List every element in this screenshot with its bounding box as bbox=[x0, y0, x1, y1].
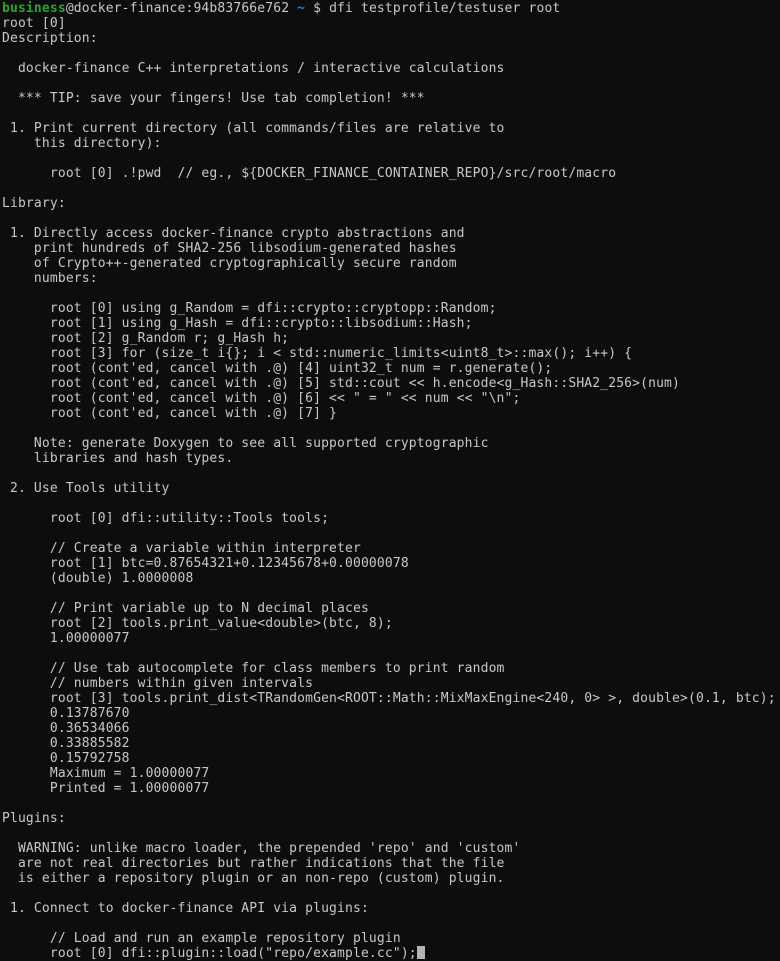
terminal-line bbox=[2, 586, 780, 601]
prompt-path: ~ bbox=[297, 1, 306, 16]
terminal-line: docker-finance C++ interpretations / interactive calculations bbox=[2, 61, 505, 76]
terminal-output bbox=[2, 16, 780, 961]
terminal-line: of Crypto++-generated cryptographically secure random bbox=[2, 256, 457, 271]
terminal-line: root (cont'ed, cancel with .@) [6] << " = " << num << "\n"; bbox=[2, 391, 521, 406]
terminal-line: root [0] dfi::utility::Tools tools; bbox=[2, 511, 330, 526]
terminal-line bbox=[2, 796, 780, 811]
terminal-line bbox=[2, 526, 780, 541]
terminal-line: 0.15792758 bbox=[2, 751, 130, 766]
terminal-line bbox=[2, 151, 780, 166]
terminal-line bbox=[2, 886, 780, 901]
terminal-line: this directory): bbox=[2, 136, 162, 151]
prompt-host: @docker-finance:94b83766e762 bbox=[65, 1, 298, 16]
terminal-line: // Load and run an example repository plugin bbox=[2, 931, 401, 946]
terminal-line: // Use tab autocomplete for class members to print random bbox=[2, 661, 505, 676]
terminal-line: WARNING: unlike macro loader, the prepended 'repo' and 'custom' bbox=[2, 841, 521, 856]
terminal-line: 2. Use Tools utility bbox=[2, 481, 170, 496]
terminal-line bbox=[2, 916, 780, 931]
terminal-line: Plugins: bbox=[2, 811, 66, 826]
terminal-line: is either a repository plugin or an non-repo (custom) plugin. bbox=[2, 871, 505, 886]
terminal-line: Maximum = 1.00000077 bbox=[2, 766, 210, 781]
terminal-line: root [0] bbox=[2, 16, 66, 31]
prompt-command: $ dfi testprofile/testuser root bbox=[305, 1, 561, 16]
terminal-line: root [3] tools.print_dist<TRandomGen<ROOT::Math::MixMaxEngine<240, 0> >, double>(0.1, btc); bbox=[2, 691, 776, 706]
terminal-line: are not real directories but rather indications that the file bbox=[2, 856, 505, 871]
terminal-line: 0.13787670 bbox=[2, 706, 130, 721]
terminal-line: Note: generate Doxygen to see all supported cryptographic bbox=[2, 436, 489, 451]
terminal-line: 0.36534066 bbox=[2, 721, 130, 736]
terminal-line: // Print variable up to N decimal places bbox=[2, 601, 369, 616]
terminal-line: 1.00000077 bbox=[2, 631, 130, 646]
terminal-line: Printed = 1.00000077 bbox=[2, 781, 210, 796]
terminal-line: root (cont'ed, cancel with .@) [4] uint32_t num = r.generate(); bbox=[2, 361, 553, 376]
terminal-line: root [1] using g_Hash = dfi::crypto::libsodium::Hash; bbox=[2, 316, 473, 331]
terminal-line: root (cont'ed, cancel with .@) [5] std::cout << h.encode<g_Hash::SHA2_256>(num) bbox=[2, 376, 681, 391]
terminal-line: root [3] for (size_t i{}; i < std::numeric_limits<uint8_t>::max(); i++) { bbox=[2, 346, 633, 361]
terminal-line: root [1] btc=0.87654321+0.12345678+0.00000078 bbox=[2, 556, 409, 571]
terminal-line: *** TIP: save your fingers! Use tab completion! *** bbox=[2, 91, 425, 106]
terminal-line bbox=[2, 46, 780, 61]
terminal-line bbox=[2, 286, 780, 301]
terminal-line: root [0] .!pwd // eg., ${DOCKER_FINANCE_CONTAINER_REPO}/src/root/macro bbox=[2, 166, 617, 181]
terminal-line bbox=[2, 211, 780, 226]
terminal-line: 1. Connect to docker-finance API via plugins: bbox=[2, 901, 369, 916]
prompt-user: business bbox=[2, 1, 66, 16]
terminal-line: root [0] using g_Random = dfi::crypto::cryptopp::Random; bbox=[2, 301, 497, 316]
terminal-line: root (cont'ed, cancel with .@) [7] } bbox=[2, 406, 338, 421]
terminal-line: (double) 1.0000008 bbox=[2, 571, 194, 586]
terminal-line bbox=[2, 181, 780, 196]
terminal-line: // Create a variable within interpreter bbox=[2, 541, 361, 556]
text-cursor bbox=[417, 946, 425, 959]
terminal-line bbox=[2, 106, 780, 121]
terminal-line: Library: bbox=[2, 196, 66, 211]
terminal-line bbox=[2, 76, 780, 91]
terminal-line: 1. Directly access docker-finance crypto abstractions and bbox=[2, 226, 465, 241]
terminal-line bbox=[2, 421, 780, 436]
terminal-line bbox=[2, 826, 780, 841]
terminal-line: Description: bbox=[2, 31, 98, 46]
terminal-line: print hundreds of SHA2-256 libsodium-generated hashes bbox=[2, 241, 457, 256]
terminal-line bbox=[2, 496, 780, 511]
terminal-line bbox=[2, 466, 780, 481]
prompt-line bbox=[2, 1, 780, 16]
terminal-line: root [0] dfi::plugin::load("repo/example.cc"); bbox=[2, 946, 780, 961]
terminal-line bbox=[2, 646, 780, 661]
terminal-line: root [2] g_Random r; g_Hash h; bbox=[2, 331, 290, 346]
terminal-line: 0.33885582 bbox=[2, 736, 130, 751]
terminal-line: libraries and hash types. bbox=[2, 451, 234, 466]
terminal-line: // numbers within given intervals bbox=[2, 676, 314, 691]
terminal-line: root [2] tools.print_value<double>(btc, 8); bbox=[2, 616, 393, 631]
terminal-line: numbers: bbox=[2, 271, 98, 286]
terminal-line: 1. Print current directory (all commands/files are relative to bbox=[2, 121, 505, 136]
